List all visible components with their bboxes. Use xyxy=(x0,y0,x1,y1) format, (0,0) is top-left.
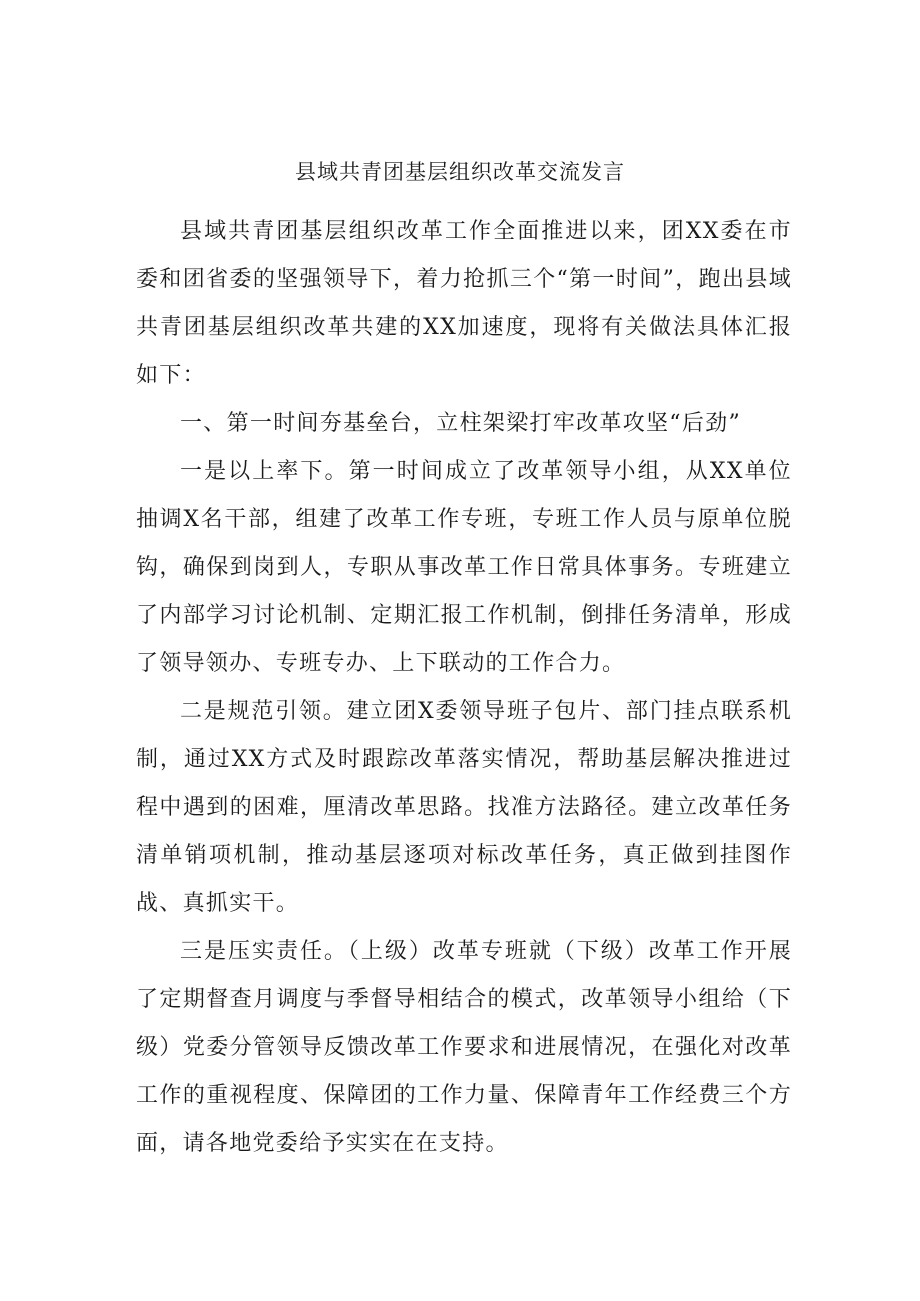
paragraph-point-3: 三是压实责任。（上级）改革专班就（下级）改革工作开展了定期督查月调度与季督导相结合的模式，改革领导小组给（下级）党委分管领导反馈改革工作要求和进展情况，在强化对改革工作的重视程度、保障团的工作力量、保障青年工作经费三个方面，请各地党委给予实实在在支持。 xyxy=(136,939,792,1156)
document-title: 县域共青团基层组织改革交流发言 xyxy=(295,160,625,184)
paragraph-point-2: 二是规范引领。建立团X委领导班子包片、部门挂点联系机制，通过XX方式及时跟踪改革落实情况，帮助基层解决推进过程中遇到的困难，厘清改革思路。找准方法路径。建立改革任务清单销项机制，推动基层逐项对标改革任务，真正做到挂图作战、真抓实干。 xyxy=(136,699,792,916)
document-body xyxy=(136,208,792,1168)
paragraph-point-1: 一是以上率下。第一时间成立了改革领导小组，从XX单位抽调X名干部，组建了改革工作专班，专班工作人员与原单位脱钩，确保到岗到人，专职从事改革工作日常具体事务。专班建立了内部学习讨论机制、定期汇报工作机制，倒排任务清单，形成了领导领办、专班专办、上下联动的工作合力。 xyxy=(136,459,792,676)
section-heading-1: 一、第一时间夯基垒台，立柱架梁打牢改革攻坚“后劲” xyxy=(180,411,741,436)
intro-paragraph: 县域共青团基层组织改革工作全面推进以来，团XX委在市委和团省委的坚强领导下，着力抢抓三个“第一时间”，跑出县域共青团基层组织改革共建的XX加速度，现将有关做法具体汇报如下： xyxy=(136,219,792,388)
